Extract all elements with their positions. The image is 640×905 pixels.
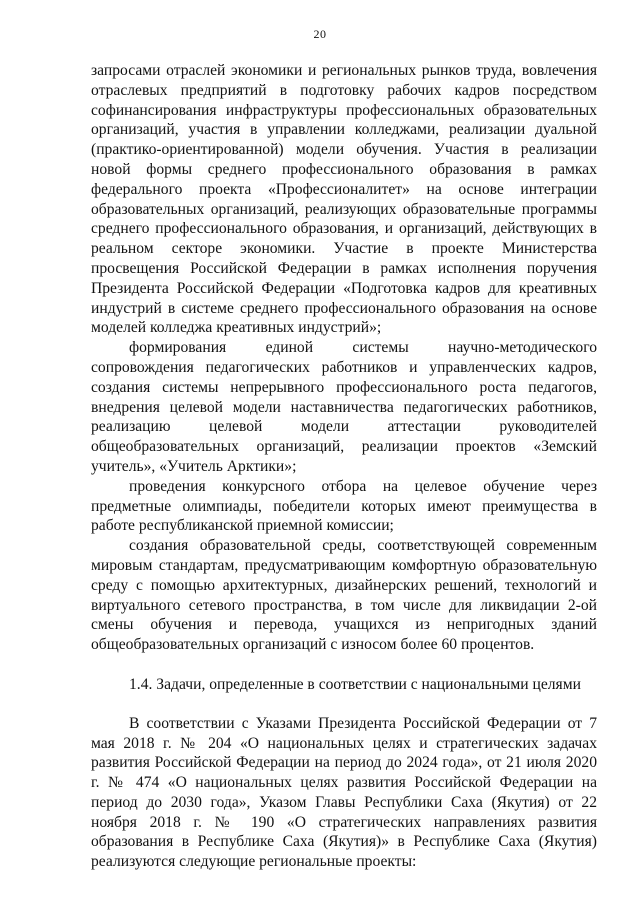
- section-heading: 1.4. Задачи, определенные в соответствии с национальными целями: [129, 675, 581, 693]
- page-body: [91, 61, 597, 872]
- paragraph-continuation: запросами отраслей экономики и региональных рынков труда, вовлечения отраслевых предприятий в подготовку рабочих кадров посредством софинансирования инфраструктуры профессиональных образовательных организаций, участия в управлении колледжами, реализации дуальной (практико-ориентированной) модели обучения. Участия в реализации новой формы среднего профессионального образования в рамках федерального проекта «Профессионалитет» на основе интеграции образовательных организаций, реализующих образовательные программы среднего профессионального образования, и организаций, действующих в реальном секторе экономики. Участие в проекте Министерства просвещения Российской Федерации в рамках исполнения поручения Президента Российской Федерации «Подготовка кадров для креативных индустрий в системе среднего профессионального образования на основе моделей колледжа креативных индустрий»;: [91, 62, 597, 337]
- paragraph-targeted-training: проведения конкурсного отбора на целевое обучение через предметные олимпиады, победители которых имеют преимущества в работе республиканской приемной комиссии;: [91, 477, 597, 535]
- paragraph-methodical-support: формирования единой системы научно-методического сопровождения педагогических работников и управленческих кадров, создания системы непрерывного профессионального роста педагогов, внедрения целевой модели наставничества педагогических работников, реализацию целевой модели аттестации руководителей общеобразовательных организаций, реализации проектов «Земский учитель», «Учитель Арктики»;: [91, 339, 597, 475]
- paragraph-educational-environment: создания образовательной среды, соответствующей современным мировым стандартам, предусматривающим комфортную образовательную среду с помощью архитектурных, дизайнерских решений, технологий и виртуального сетевого пространства, в том числе для ликвидации 2-ой смены обучения и перевода, учащихся из непригодных зданий общеобразовательных организаций с износом более 60 процентов.: [91, 537, 597, 654]
- paragraph-section-intro: В соответствии с Указами Президента Российской Федерации от 7 мая 2018 г. № 204 «О национальных целях и стратегических задачах развития Российской Федерации на период до 2024 года», от 21 июля 2020 г. № 474 «О национальных целях развития Российской Федерации на период до 2030 года», Указом Главы Республики Саха (Якутия) от 22 ноября 2018 г. № 190 «О стратегических направлениях развития образования в Республике Саха (Якутия)» в Республике Саха (Якутия) реализуются следующие региональные проекты:: [91, 714, 597, 871]
- page-number: 20: [313, 27, 327, 41]
